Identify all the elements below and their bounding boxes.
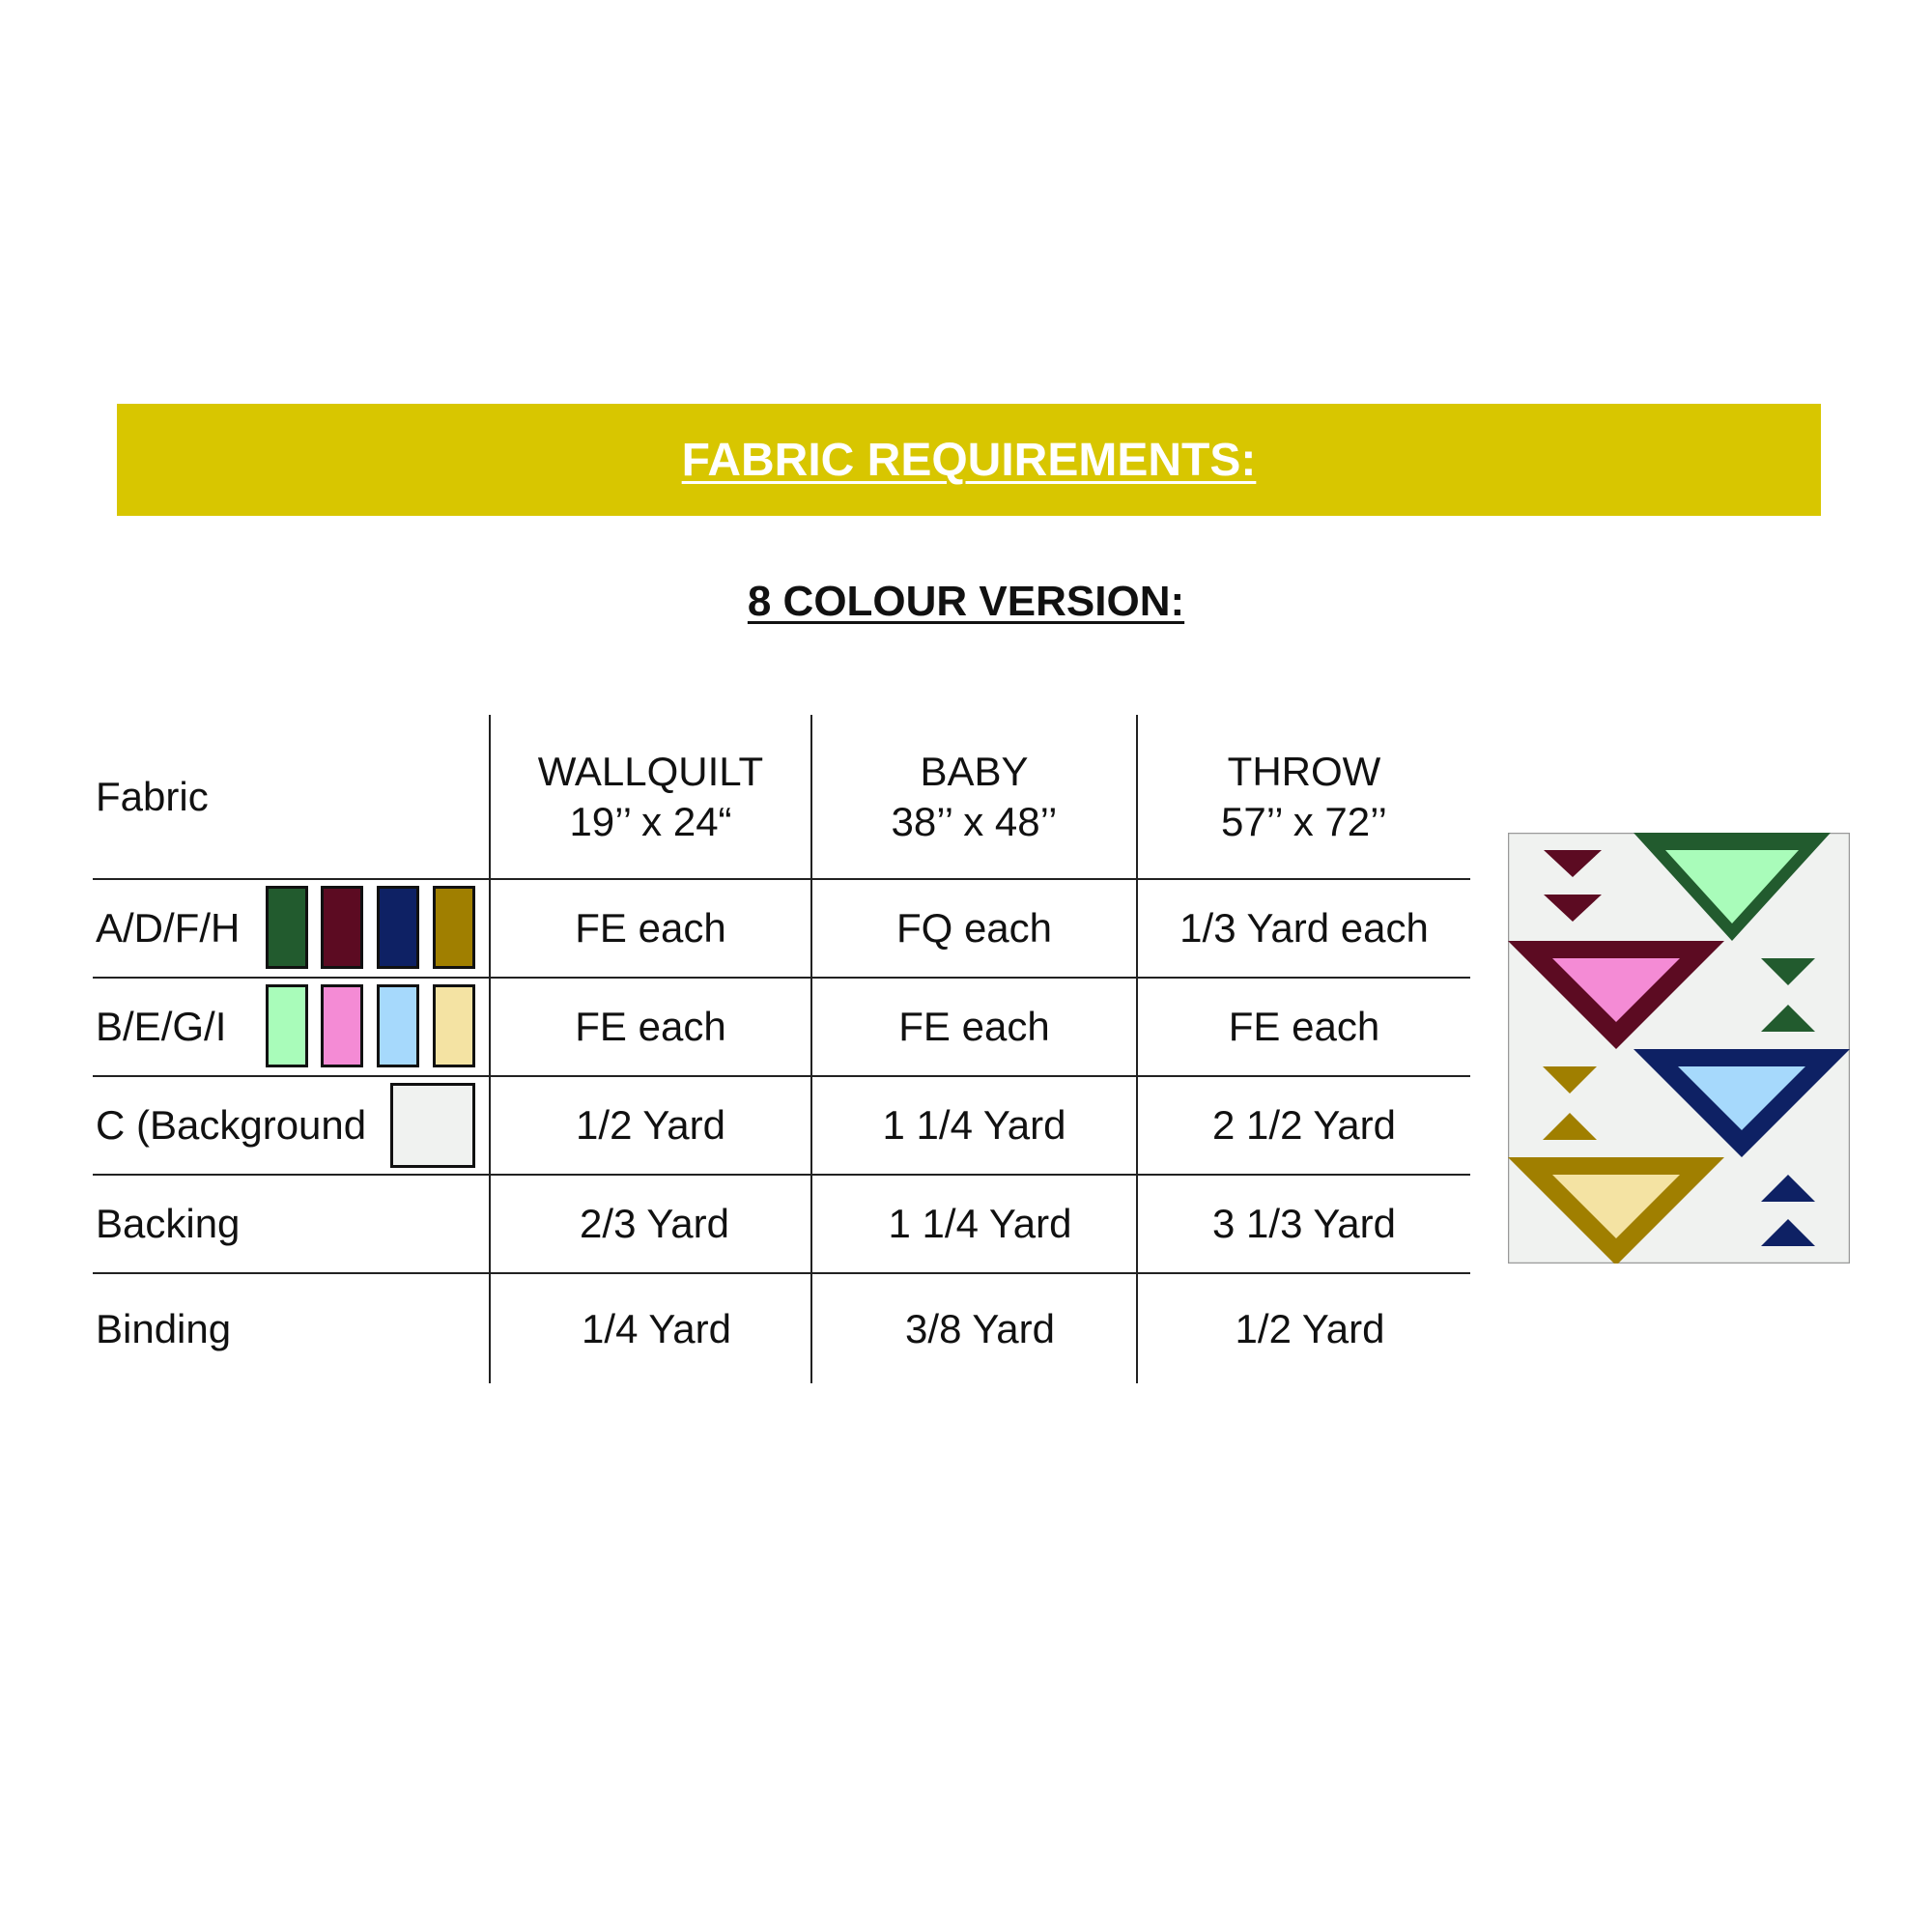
row-label-backing: Backing (96, 1201, 241, 1246)
row-label-background: C (Background (96, 1102, 367, 1148)
column-name: THROW (1227, 748, 1381, 794)
quilt-preview (1508, 833, 1850, 1264)
color-swatch (433, 886, 475, 969)
color-swatch (377, 984, 419, 1067)
color-swatch (390, 1083, 475, 1168)
color-swatch (266, 886, 308, 969)
table-cell: 1/3 Yard each (1179, 905, 1429, 951)
table-cell: FE each (898, 1004, 1050, 1049)
title-banner (117, 404, 1821, 516)
header-column-throw (1138, 715, 1470, 878)
page-title: FABRIC REQUIREMENTS: (681, 434, 1257, 486)
header-fabric-label: Fabric (96, 773, 209, 819)
header-column-baby (812, 715, 1136, 878)
color-swatch (266, 984, 308, 1067)
color-swatch (377, 886, 419, 969)
column-name: WALLQUILT (537, 748, 764, 794)
color-swatch (321, 984, 363, 1067)
table-cell: 1 1/4 Yard (888, 1201, 1072, 1246)
table-cell: FE each (1228, 1004, 1380, 1049)
header-column-wallquilt (491, 715, 810, 878)
column-size: 38’’ x 48’’ (891, 798, 1058, 844)
table-cell: FQ each (895, 905, 1053, 951)
row-label-a-d-f-h: A/D/F/H (96, 905, 241, 951)
table-cell: 1/2 Yard (576, 1102, 725, 1148)
row-label-b-e-g-i: B/E/G/I (96, 1004, 227, 1049)
color-swatch (321, 886, 363, 969)
column-name: BABY (920, 748, 1029, 794)
column-size: 57’’ x 72’’ (1220, 798, 1388, 844)
table-cell: 1/2 Yard (1235, 1305, 1385, 1351)
table-cell: 1/4 Yard (582, 1305, 731, 1351)
table-cell: 3 1/3 Yard (1212, 1201, 1396, 1246)
table-cell: FE each (575, 905, 726, 951)
table-cell: 2 1/2 Yard (1212, 1102, 1396, 1148)
column-size: 19’’ x 24“ (569, 798, 732, 844)
table-cell: FE each (575, 1004, 726, 1049)
color-swatch (433, 984, 475, 1067)
table-cell: 3/8 Yard (905, 1305, 1055, 1351)
table-cell: 1 1/4 Yard (882, 1102, 1066, 1148)
section-subtitle: 8 COLOUR VERSION: (747, 578, 1185, 625)
row-label-binding: Binding (96, 1305, 232, 1351)
table-cell: 2/3 Yard (580, 1201, 729, 1246)
